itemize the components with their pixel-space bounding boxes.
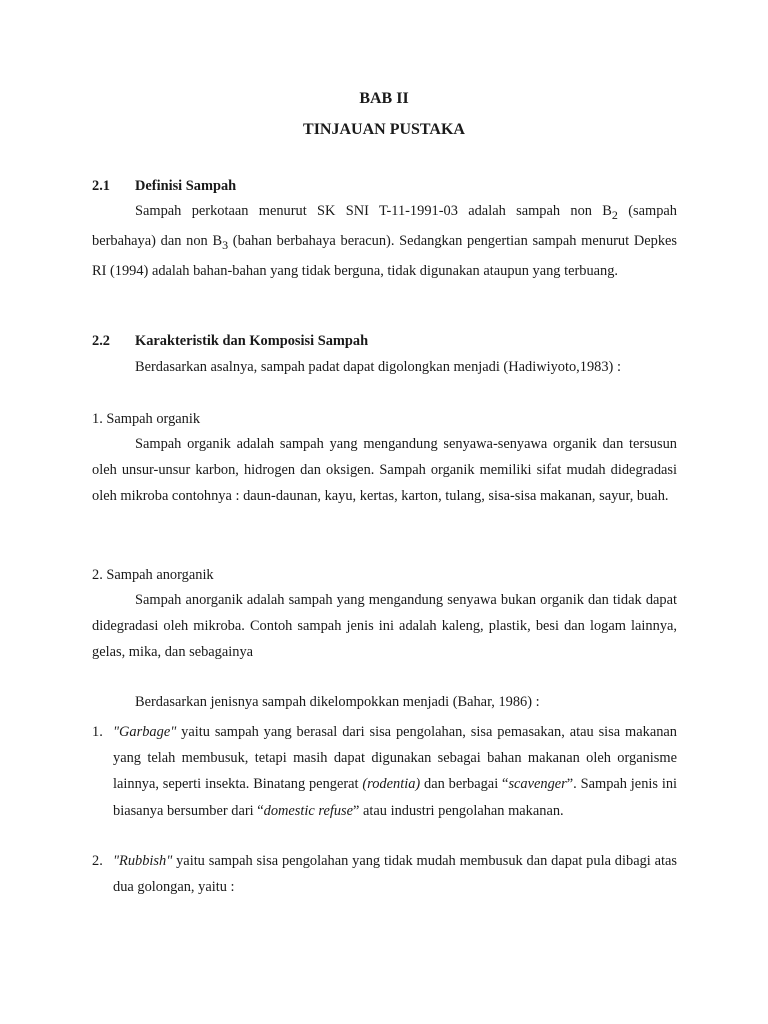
term-scavenger: scavenger (508, 776, 567, 793)
section-heading-2-1: Definisi Sampah (135, 178, 237, 194)
list-item-garbage (92, 719, 677, 824)
definition-paragraph (92, 198, 677, 284)
section-number-2-2: 2.2 (92, 333, 110, 349)
garbage-text-a: yaitu sampah yang berasal dari sisa pengolahan, sisa pemasakan, atau sisa makanan yang telah membusuk, tetapi masih dapat digunakan sebagai bahan makanan oleh organisme lainnya, seperti insekta. Binatang pengerat (113, 724, 677, 793)
subscript-3: 3 (222, 237, 229, 252)
term-rodentia: (rodentia) (362, 776, 421, 793)
definition-text-a: Sampah perkotaan menurut SK SNI T-11-1991-03 adalah sampah non B (135, 203, 612, 219)
garbage-text-c: ”. Sampah jenis ini biasanya bersumber dari “ (113, 776, 678, 819)
list-number-2: 2. (92, 853, 103, 869)
type-intro: Berdasarkan jenisnya sampah dikelompokkan menjadi (Bahar, 1986) : (135, 694, 540, 710)
organic-label: 1. Sampah organik (92, 411, 201, 427)
section-number-2-1: 2.1 (92, 178, 110, 194)
term-domestic-refuse: domestic refuse (263, 802, 354, 819)
organic-text: Sampah organik adalah sampah yang mengandung senyawa-senyawa organik dan tersusun oleh unsur-unsur karbon, hidrogen dan oksigen. Sampah organik memiliki sifat mudah didegradasi oleh mikroba contohnya : daun-daunan, kayu, kertas, karton, tulang, sisa-sisa makanan, sayur, buah. (92, 436, 677, 505)
section-heading-2-2: Karakteristik dan Komposisi Sampah (135, 333, 369, 349)
garbage-text-d: ” atau industri pengolahan makanan. (353, 802, 564, 819)
definition-text-b: (sampah berbahaya) dan non B (92, 203, 677, 250)
inorganic-paragraph (92, 587, 677, 666)
list-number-1: 1. (92, 724, 103, 740)
rubbish-text-a: yaitu sampah sisa pengolahan yang tidak mudah membusuk dan dapat pula dibagi atas dua golongan, yaitu : (113, 853, 677, 896)
definition-text-c: (bahan berbahaya beracun). Sedangkan pengertian sampah menurut Depkes RI (1994) adalah bahan-bahan yang tidak berguna, tidak digunakan ataupun yang terbuang. (92, 233, 678, 280)
garbage-text-b: dan berbagai “ (420, 776, 509, 793)
subscript-2: 2 (611, 207, 618, 222)
inorganic-label: 2. Sampah anorganik (92, 567, 214, 583)
list-item-rubbish (92, 848, 677, 900)
rubbish-text (113, 848, 677, 900)
garbage-text (113, 719, 677, 824)
term-rubbish: "Rubbish" (113, 853, 173, 869)
chapter-title: TINJAUAN PUSTAKA (303, 121, 465, 138)
organic-paragraph (92, 431, 677, 510)
inorganic-text: Sampah anorganik adalah sampah yang mengandung senyawa bukan organik dan tidak dapat didegradasi oleh mikroba. Contoh sampah jenis ini adalah kaleng, plastik, besi dan logam lainnya, gelas, mika, dan sebagainya (92, 592, 677, 661)
term-garbage: "Garbage" (113, 724, 177, 740)
origin-intro: Berdasarkan asalnya, sampah padat dapat digolongkan menjadi (Hadiwiyoto,1983) : (135, 359, 621, 375)
chapter-number: BAB II (359, 90, 409, 107)
